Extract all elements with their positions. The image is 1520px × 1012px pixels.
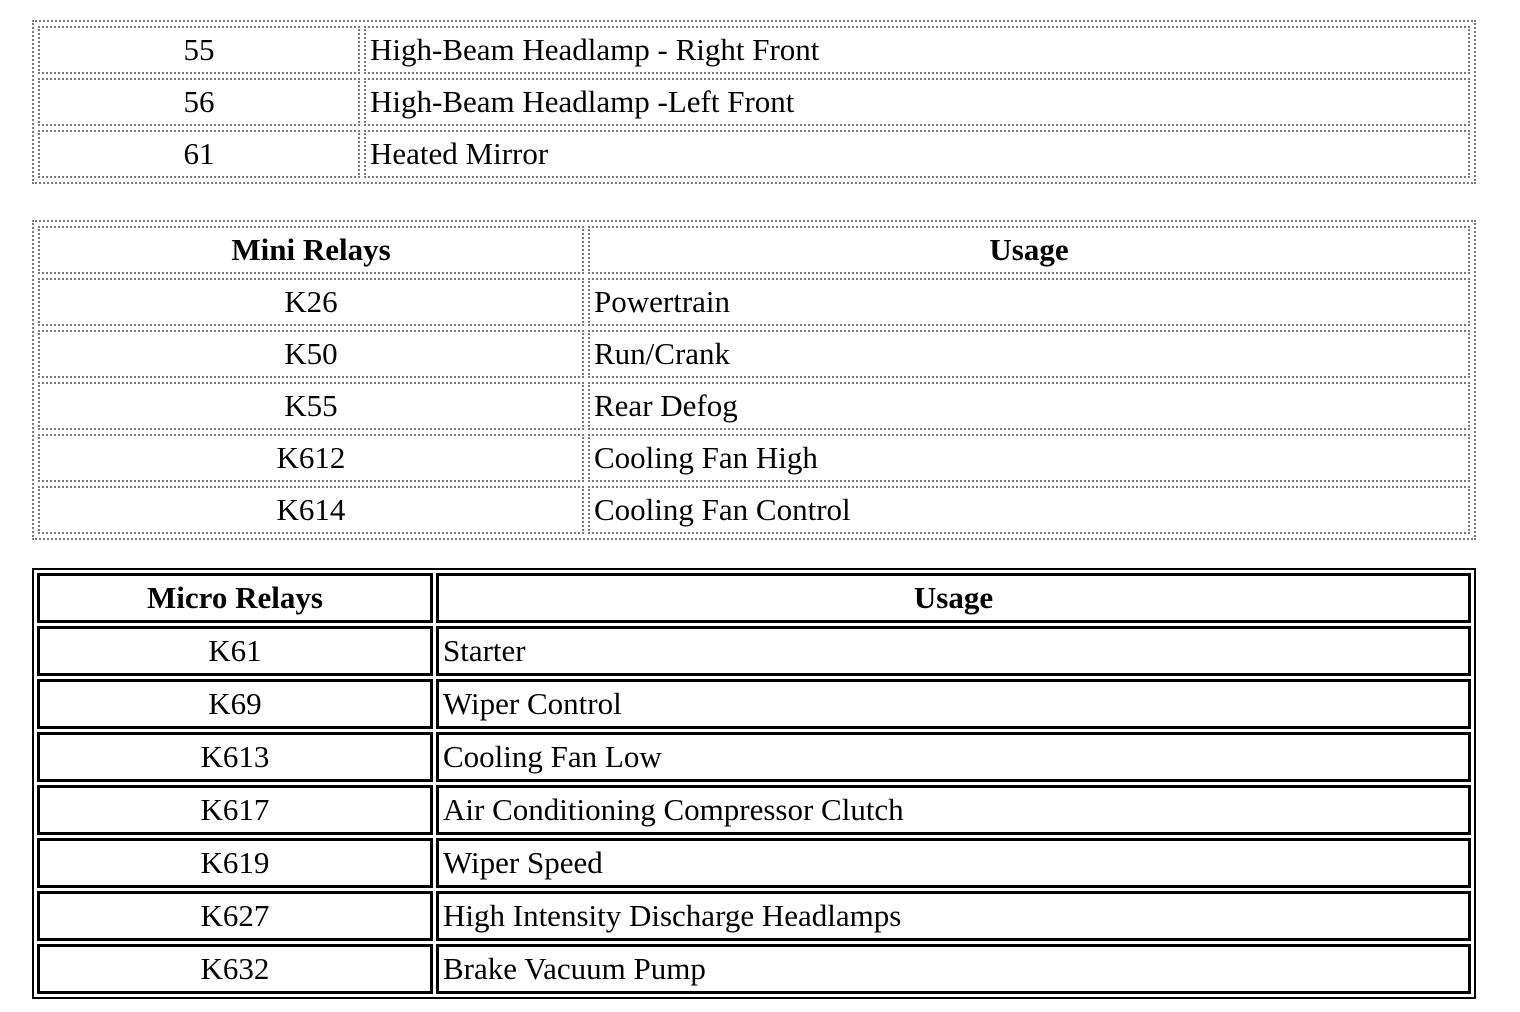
relay-id-cell: K55 bbox=[38, 382, 584, 430]
fuse-usage-cell: Heated Mirror bbox=[364, 130, 1470, 178]
mini-relays-table bbox=[32, 220, 1476, 540]
table-row bbox=[37, 732, 1471, 782]
relay-usage-cell: Wiper Speed bbox=[436, 838, 1471, 888]
table-row bbox=[38, 330, 1470, 378]
relay-usage-cell: Brake Vacuum Pump bbox=[436, 944, 1471, 994]
fuse-usage-table bbox=[32, 20, 1476, 184]
table-row bbox=[37, 679, 1471, 729]
table-row bbox=[38, 130, 1470, 178]
mini-relays-header: Mini Relays bbox=[38, 226, 584, 274]
fuse-usage-cell: High-Beam Headlamp - Right Front bbox=[364, 26, 1470, 74]
table-row bbox=[38, 26, 1470, 74]
table-row bbox=[38, 78, 1470, 126]
relay-usage-cell: Cooling Fan Control bbox=[588, 486, 1470, 534]
relay-id-cell: K50 bbox=[38, 330, 584, 378]
fuse-usage-cell: High-Beam Headlamp -Left Front bbox=[364, 78, 1470, 126]
relay-id-cell: K614 bbox=[38, 486, 584, 534]
usage-header: Usage bbox=[436, 573, 1471, 623]
usage-header: Usage bbox=[588, 226, 1470, 274]
relay-usage-cell: Wiper Control bbox=[436, 679, 1471, 729]
table-row bbox=[37, 785, 1471, 835]
relay-usage-cell: Run/Crank bbox=[588, 330, 1470, 378]
table-header-row bbox=[38, 226, 1470, 274]
relay-usage-cell: Powertrain bbox=[588, 278, 1470, 326]
table-row bbox=[37, 944, 1471, 994]
relay-usage-cell: Air Conditioning Compressor Clutch bbox=[436, 785, 1471, 835]
table-row bbox=[37, 838, 1471, 888]
relay-id-cell: K69 bbox=[37, 679, 433, 729]
table-row bbox=[37, 626, 1471, 676]
relay-id-cell: K612 bbox=[38, 434, 584, 482]
relay-id-cell: K26 bbox=[38, 278, 584, 326]
relay-usage-cell: Cooling Fan Low bbox=[436, 732, 1471, 782]
relay-usage-cell: High Intensity Discharge Headlamps bbox=[436, 891, 1471, 941]
table-header-row bbox=[37, 573, 1471, 623]
relay-id-cell: K617 bbox=[37, 785, 433, 835]
relay-id-cell: K61 bbox=[37, 626, 433, 676]
table-row bbox=[38, 486, 1470, 534]
micro-relays-table bbox=[32, 568, 1476, 999]
relay-id-cell: K627 bbox=[37, 891, 433, 941]
relay-usage-cell: Rear Defog bbox=[588, 382, 1470, 430]
micro-relays-header: Micro Relays bbox=[37, 573, 433, 623]
relay-usage-cell: Cooling Fan High bbox=[588, 434, 1470, 482]
relay-id-cell: K632 bbox=[37, 944, 433, 994]
fuse-id-cell: 55 bbox=[38, 26, 360, 74]
relay-id-cell: K619 bbox=[37, 838, 433, 888]
table-row bbox=[37, 891, 1471, 941]
relay-usage-cell: Starter bbox=[436, 626, 1471, 676]
table-row bbox=[38, 382, 1470, 430]
relay-id-cell: K613 bbox=[37, 732, 433, 782]
table-row bbox=[38, 278, 1470, 326]
table-row bbox=[38, 434, 1470, 482]
fuse-id-cell: 56 bbox=[38, 78, 360, 126]
fuse-id-cell: 61 bbox=[38, 130, 360, 178]
